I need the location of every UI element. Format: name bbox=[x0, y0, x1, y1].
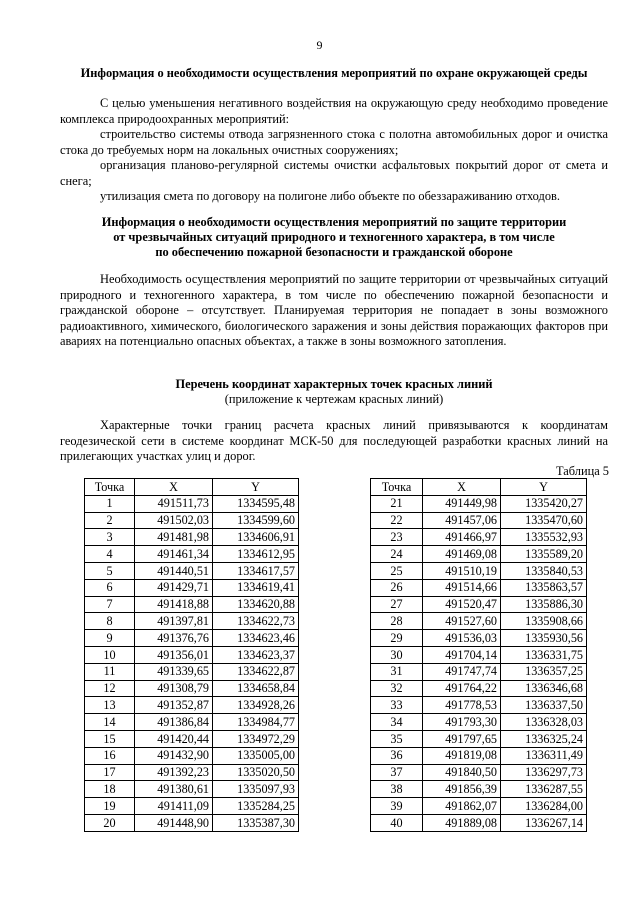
header-x: X bbox=[423, 479, 501, 496]
coords-title: Перечень координат характерных точек красных линий bbox=[175, 377, 493, 391]
x-coordinate: 491840,50 bbox=[423, 764, 501, 781]
y-coordinate: 1336311,49 bbox=[501, 747, 587, 764]
y-coordinate: 1334658,84 bbox=[213, 680, 299, 697]
env-item-3: утилизация смета по договору на полигоне либо объекте по обеззараживанию отходов. bbox=[100, 189, 560, 203]
y-coordinate: 1336331,75 bbox=[501, 646, 587, 663]
point-number: 15 bbox=[85, 730, 135, 747]
protection-text: Необходимость осуществления мероприятий по защите территории от чрезвычайных ситуаций природного и техногенного характера, в том числе по обеспечению пожарной безопасности и гражданской обороне – отсутствует. Планируемая территория не попадает в зоны возможного радиоактивного, химического, биологического заражения и зоны действия поражающих факторов при авариях на потенциально опасных объектах, а также в зоны возможного затопления. bbox=[60, 272, 608, 348]
coords-table-left bbox=[84, 478, 299, 832]
y-coordinate: 1334619,41 bbox=[213, 579, 299, 596]
point-number: 22 bbox=[371, 512, 423, 529]
point-number: 39 bbox=[371, 798, 423, 815]
x-coordinate: 491339,65 bbox=[135, 663, 213, 680]
x-coordinate: 491420,44 bbox=[135, 730, 213, 747]
table-row bbox=[85, 714, 299, 731]
header-x: X bbox=[135, 479, 213, 496]
header-point: Точка bbox=[85, 479, 135, 496]
point-number: 28 bbox=[371, 613, 423, 630]
x-coordinate: 491466,97 bbox=[423, 529, 501, 546]
y-coordinate: 1334972,29 bbox=[213, 730, 299, 747]
protection-section-title bbox=[60, 215, 608, 260]
x-coordinate: 491392,23 bbox=[135, 764, 213, 781]
header-y: Y bbox=[213, 479, 299, 496]
x-coordinate: 491308,79 bbox=[135, 680, 213, 697]
x-coordinate: 491461,34 bbox=[135, 546, 213, 563]
table-row bbox=[371, 546, 587, 563]
y-coordinate: 1335470,60 bbox=[501, 512, 587, 529]
table-row bbox=[371, 630, 587, 647]
point-number: 19 bbox=[85, 798, 135, 815]
table-header-row bbox=[85, 479, 299, 496]
x-coordinate: 491352,87 bbox=[135, 697, 213, 714]
point-number: 23 bbox=[371, 529, 423, 546]
point-number: 3 bbox=[85, 529, 135, 546]
table-row bbox=[85, 764, 299, 781]
x-coordinate: 491386,84 bbox=[135, 714, 213, 731]
table-row bbox=[371, 529, 587, 546]
point-number: 10 bbox=[85, 646, 135, 663]
table-row bbox=[85, 680, 299, 697]
y-coordinate: 1335097,93 bbox=[213, 781, 299, 798]
table-row bbox=[371, 613, 587, 630]
table-row bbox=[371, 562, 587, 579]
table-row bbox=[85, 546, 299, 563]
y-coordinate: 1335420,27 bbox=[501, 495, 587, 512]
x-coordinate: 491356,01 bbox=[135, 646, 213, 663]
table-row bbox=[85, 495, 299, 512]
table-row bbox=[371, 781, 587, 798]
point-number: 12 bbox=[85, 680, 135, 697]
table-header-row bbox=[371, 479, 587, 496]
page-number: 9 bbox=[316, 38, 323, 52]
x-coordinate: 491793,30 bbox=[423, 714, 501, 731]
x-coordinate: 491862,07 bbox=[423, 798, 501, 815]
point-number: 33 bbox=[371, 697, 423, 714]
y-coordinate: 1335863,57 bbox=[501, 579, 587, 596]
table-row bbox=[85, 630, 299, 647]
table-row bbox=[371, 596, 587, 613]
table-row bbox=[371, 512, 587, 529]
y-coordinate: 1336328,03 bbox=[501, 714, 587, 731]
env-item-1: строительство системы отвода загрязненного стока с полотна автомобильных дорог и очистка стока до требуемых норм на локальных очистных сооружениях; bbox=[60, 127, 608, 157]
y-coordinate: 1336325,24 bbox=[501, 730, 587, 747]
y-coordinate: 1335908,66 bbox=[501, 613, 587, 630]
x-coordinate: 491502,03 bbox=[135, 512, 213, 529]
table-row bbox=[85, 781, 299, 798]
point-number: 38 bbox=[371, 781, 423, 798]
y-coordinate: 1334928,26 bbox=[213, 697, 299, 714]
table-row bbox=[371, 764, 587, 781]
point-number: 26 bbox=[371, 579, 423, 596]
table-row bbox=[371, 680, 587, 697]
x-coordinate: 491511,73 bbox=[135, 495, 213, 512]
env-section-title: Информация о необходимости осуществления мероприятий по охране окружающей среды bbox=[80, 66, 588, 80]
point-number: 2 bbox=[85, 512, 135, 529]
table-row bbox=[371, 646, 587, 663]
y-coordinate: 1335532,93 bbox=[501, 529, 587, 546]
x-coordinate: 491527,60 bbox=[423, 613, 501, 630]
point-number: 34 bbox=[371, 714, 423, 731]
x-coordinate: 491778,53 bbox=[423, 697, 501, 714]
table-row bbox=[85, 663, 299, 680]
x-coordinate: 491514,66 bbox=[423, 579, 501, 596]
table-row bbox=[371, 714, 587, 731]
x-coordinate: 491856,39 bbox=[423, 781, 501, 798]
x-coordinate: 491429,71 bbox=[135, 579, 213, 596]
x-coordinate: 491411,09 bbox=[135, 798, 213, 815]
x-coordinate: 491819,08 bbox=[423, 747, 501, 764]
point-number: 4 bbox=[85, 546, 135, 563]
x-coordinate: 491457,06 bbox=[423, 512, 501, 529]
point-number: 32 bbox=[371, 680, 423, 697]
table-row bbox=[85, 529, 299, 546]
x-coordinate: 491418,88 bbox=[135, 596, 213, 613]
protection-title-line-1: Информация о необходимости осуществления мероприятий по защите территории bbox=[101, 215, 567, 229]
coords-subtitle: (приложение к чертежам красных линий) bbox=[224, 392, 444, 406]
x-coordinate: 491397,81 bbox=[135, 613, 213, 630]
table-row bbox=[371, 697, 587, 714]
x-coordinate: 491432,90 bbox=[135, 747, 213, 764]
y-coordinate: 1335886,30 bbox=[501, 596, 587, 613]
header-point: Точка bbox=[371, 479, 423, 496]
point-number: 13 bbox=[85, 697, 135, 714]
header-y: Y bbox=[501, 479, 587, 496]
point-number: 7 bbox=[85, 596, 135, 613]
x-coordinate: 491440,51 bbox=[135, 562, 213, 579]
point-number: 5 bbox=[85, 562, 135, 579]
y-coordinate: 1334984,77 bbox=[213, 714, 299, 731]
protection-section-body bbox=[60, 272, 608, 350]
point-number: 29 bbox=[371, 630, 423, 647]
protection-title-line-2: от чрезвычайных ситуаций природного и техногенного характера, в том числе bbox=[113, 230, 555, 244]
y-coordinate: 1336337,50 bbox=[501, 697, 587, 714]
coords-section-title bbox=[60, 377, 608, 407]
y-coordinate: 1335930,56 bbox=[501, 630, 587, 647]
point-number: 40 bbox=[371, 814, 423, 831]
table-caption: Таблица 5 bbox=[556, 464, 609, 478]
table-row bbox=[371, 579, 587, 596]
y-coordinate: 1336284,00 bbox=[501, 798, 587, 815]
x-coordinate: 491889,08 bbox=[423, 814, 501, 831]
y-coordinate: 1334623,46 bbox=[213, 630, 299, 647]
table-row bbox=[371, 730, 587, 747]
table-row bbox=[371, 495, 587, 512]
point-number: 11 bbox=[85, 663, 135, 680]
point-number: 1 bbox=[85, 495, 135, 512]
protection-title-line-3: по обеспечению пожарной безопасности и гражданской обороне bbox=[155, 245, 513, 259]
env-intro: С целью уменьшения негативного воздействия на окружающую среду необходимо проведение комплекса природоохранных мероприятий: bbox=[60, 96, 608, 126]
x-coordinate: 491376,76 bbox=[135, 630, 213, 647]
y-coordinate: 1336346,68 bbox=[501, 680, 587, 697]
x-coordinate: 491797,65 bbox=[423, 730, 501, 747]
x-coordinate: 491747,74 bbox=[423, 663, 501, 680]
x-coordinate: 491481,98 bbox=[135, 529, 213, 546]
point-number: 21 bbox=[371, 495, 423, 512]
table-row bbox=[371, 663, 587, 680]
table-row bbox=[85, 579, 299, 596]
y-coordinate: 1336297,73 bbox=[501, 764, 587, 781]
coords-table-right bbox=[370, 478, 587, 832]
table-row bbox=[85, 613, 299, 630]
y-coordinate: 1334595,48 bbox=[213, 495, 299, 512]
x-coordinate: 491520,47 bbox=[423, 596, 501, 613]
table-row bbox=[371, 814, 587, 831]
y-coordinate: 1334620,88 bbox=[213, 596, 299, 613]
table-row bbox=[371, 798, 587, 815]
table-row bbox=[85, 730, 299, 747]
point-number: 20 bbox=[85, 814, 135, 831]
table-row bbox=[85, 798, 299, 815]
coords-text: Характерные точки границ расчета красных линий привязываются к координатам геодезической сети в системе координат МСК-50 для последующей разработки красных линий на прилегающих участках улиц и дорог. bbox=[60, 418, 608, 463]
point-number: 17 bbox=[85, 764, 135, 781]
table-row bbox=[371, 747, 587, 764]
point-number: 16 bbox=[85, 747, 135, 764]
y-coordinate: 1335840,53 bbox=[501, 562, 587, 579]
point-number: 30 bbox=[371, 646, 423, 663]
point-number: 36 bbox=[371, 747, 423, 764]
y-coordinate: 1334622,73 bbox=[213, 613, 299, 630]
y-coordinate: 1336357,25 bbox=[501, 663, 587, 680]
point-number: 6 bbox=[85, 579, 135, 596]
y-coordinate: 1334599,60 bbox=[213, 512, 299, 529]
point-number: 27 bbox=[371, 596, 423, 613]
x-coordinate: 491380,61 bbox=[135, 781, 213, 798]
y-coordinate: 1336287,55 bbox=[501, 781, 587, 798]
point-number: 8 bbox=[85, 613, 135, 630]
table-row bbox=[85, 562, 299, 579]
table-row bbox=[85, 697, 299, 714]
point-number: 18 bbox=[85, 781, 135, 798]
x-coordinate: 491448,90 bbox=[135, 814, 213, 831]
point-number: 25 bbox=[371, 562, 423, 579]
table-row bbox=[85, 747, 299, 764]
x-coordinate: 491704,14 bbox=[423, 646, 501, 663]
table-row bbox=[85, 814, 299, 831]
env-item-2: организация планово-регулярной системы очистки асфальтовых покрытий дорог от смета и снега; bbox=[60, 158, 608, 188]
y-coordinate: 1335589,20 bbox=[501, 546, 587, 563]
y-coordinate: 1334623,37 bbox=[213, 646, 299, 663]
y-coordinate: 1334606,91 bbox=[213, 529, 299, 546]
table-row bbox=[85, 512, 299, 529]
point-number: 31 bbox=[371, 663, 423, 680]
y-coordinate: 1335005,00 bbox=[213, 747, 299, 764]
y-coordinate: 1335020,50 bbox=[213, 764, 299, 781]
point-number: 35 bbox=[371, 730, 423, 747]
point-number: 37 bbox=[371, 764, 423, 781]
y-coordinate: 1334622,87 bbox=[213, 663, 299, 680]
table-row bbox=[85, 596, 299, 613]
x-coordinate: 491469,08 bbox=[423, 546, 501, 563]
y-coordinate: 1336267,14 bbox=[501, 814, 587, 831]
env-section-body bbox=[60, 96, 608, 205]
y-coordinate: 1334617,57 bbox=[213, 562, 299, 579]
y-coordinate: 1334612,95 bbox=[213, 546, 299, 563]
x-coordinate: 491449,98 bbox=[423, 495, 501, 512]
point-number: 24 bbox=[371, 546, 423, 563]
x-coordinate: 491510,19 bbox=[423, 562, 501, 579]
coords-section-body bbox=[60, 418, 608, 465]
y-coordinate: 1335284,25 bbox=[213, 798, 299, 815]
point-number: 14 bbox=[85, 714, 135, 731]
point-number: 9 bbox=[85, 630, 135, 647]
x-coordinate: 491536,03 bbox=[423, 630, 501, 647]
table-row bbox=[85, 646, 299, 663]
x-coordinate: 491764,22 bbox=[423, 680, 501, 697]
y-coordinate: 1335387,30 bbox=[213, 814, 299, 831]
